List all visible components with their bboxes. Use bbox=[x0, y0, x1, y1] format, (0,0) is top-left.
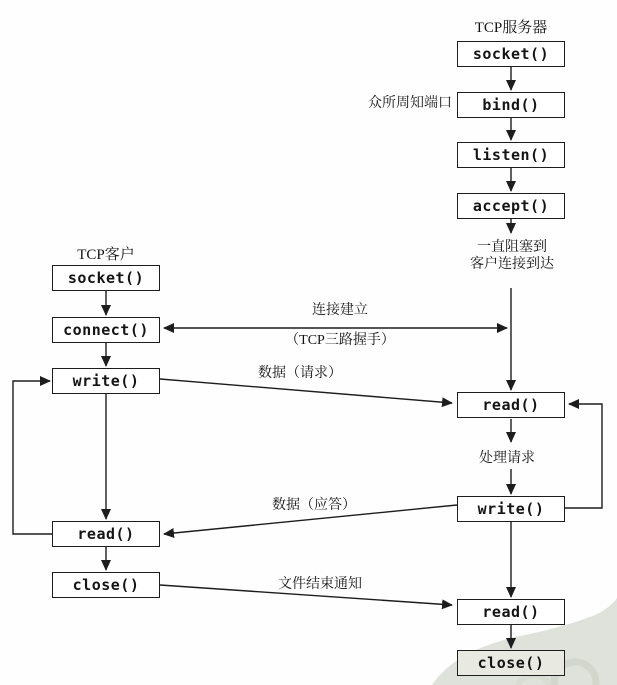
three-way-handshake-label: （TCP三路握手） bbox=[285, 333, 395, 348]
connection-established-label: 连接建立 bbox=[312, 303, 368, 318]
server-close-box: close() bbox=[457, 650, 565, 676]
well-known-port-label: 众所周知端口 bbox=[368, 96, 452, 111]
block-until-connect-label bbox=[451, 239, 573, 273]
server-column-title: TCP服务器 bbox=[474, 20, 548, 36]
arrow-server-loop bbox=[565, 404, 602, 508]
client-read-box: read() bbox=[52, 521, 160, 547]
server-listen-box: listen() bbox=[457, 142, 565, 168]
server-read1-box: read() bbox=[457, 392, 565, 418]
client-column-title: TCP客户 bbox=[77, 247, 135, 263]
data-reply-label: 数据（应答） bbox=[272, 498, 356, 513]
eof-notice-label: 文件结束通知 bbox=[278, 577, 362, 592]
server-bind-box: bind() bbox=[457, 92, 565, 118]
client-connect-box: connect() bbox=[52, 317, 160, 343]
process-request-label: 处理请求 bbox=[479, 451, 535, 466]
server-accept-box: accept() bbox=[457, 193, 565, 219]
arrow-client-loop bbox=[13, 381, 52, 534]
server-write-box: write() bbox=[457, 496, 565, 522]
block-until-connect-line1: 一直阻塞到 bbox=[477, 240, 547, 255]
client-close-box: close() bbox=[52, 572, 160, 598]
client-socket-box: socket() bbox=[52, 265, 160, 291]
server-socket-box: socket() bbox=[457, 41, 565, 67]
data-request-label: 数据（请求） bbox=[258, 366, 342, 381]
client-write-box: write() bbox=[52, 368, 160, 394]
server-read2-box: read() bbox=[457, 599, 565, 625]
arrow-data-request bbox=[160, 379, 452, 403]
block-until-connect-line2: 客户连接到达 bbox=[470, 257, 554, 272]
